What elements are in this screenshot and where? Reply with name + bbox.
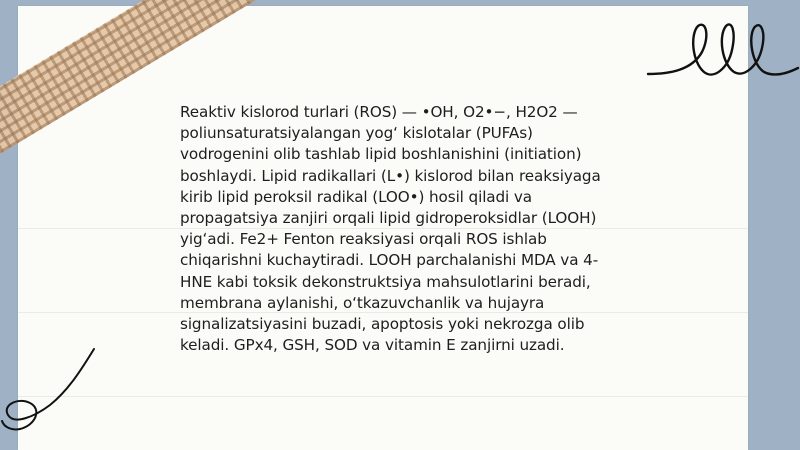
slide-body-text: Reaktiv kislorod turlari (ROS) — •OH, O2•−, H2O2 — poliunsaturatsiyalangan yogʻ kislotalar (PUFAs) vodrogenini olib tashlab lipid boshlanishini (initiation) boshlaydi. Lipid radikallari (L•) kislorod bilan reaksiyaga kirib lipid peroksil radikal (LOO•) hosil qiladi va propagatsiya zanjiri orqali lipid gidroperoksidlar (LOOH) yigʻadi. Fe2+ Fenton reaksiyasi orqali ROS ishlab chiqarishni kuchaytiradi. LOOH parchalanishi MDA va 4-HNE kabi toksik dekonstruktsiya mahsulotlarini beradi, membrana aylanishi, o‘tkazuvchanlik va hujayra signalizatsiyasini buzadi, apoptosis yoki nekrozga olib keladi. GPx4, GSH, SOD va vitamin E zanjirni uzadi.: [180, 103, 601, 355]
swirl-doodle: [0, 345, 100, 435]
loop-scribble-doodle: [640, 12, 800, 82]
paper-rule-line: [18, 396, 748, 397]
